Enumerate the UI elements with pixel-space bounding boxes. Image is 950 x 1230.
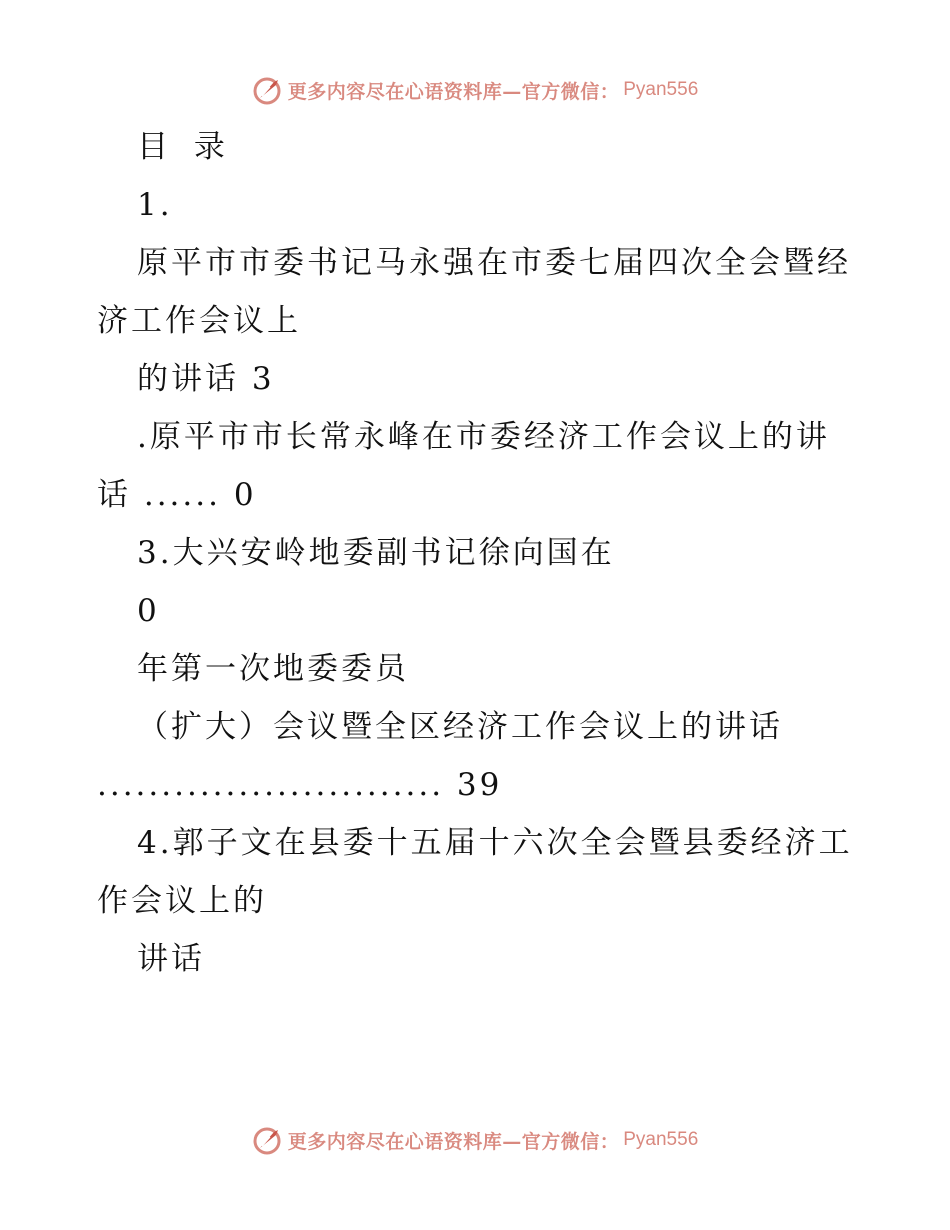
quill-logo-icon <box>252 1124 284 1156</box>
toc-line: 1. <box>137 187 173 223</box>
quill-logo-icon <box>252 74 284 106</box>
toc-line: 济工作会议上 <box>97 303 301 339</box>
toc-line: 作会议上的 <box>97 883 267 919</box>
toc-title: 目 录 <box>137 129 233 165</box>
watermark-text: 更多内容尽在心语资料库—官方微信： <box>287 1130 620 1153</box>
toc-line: 话 ...... 0 <box>97 477 257 513</box>
table-of-contents <box>97 118 857 988</box>
watermark-text: 更多内容尽在心语资料库—官方微信： <box>287 80 620 103</box>
toc-line: 原平市市委书记马永强在市委七届四次全会暨经 <box>137 245 851 281</box>
toc-line: .原平市市长常永峰在市委经济工作会议上的讲 <box>137 419 830 455</box>
toc-line: ........................... 39 <box>97 767 503 803</box>
toc-line: 讲话 <box>137 941 205 977</box>
toc-line: （扩大）会议暨全区经济工作会议上的讲话 <box>137 709 783 745</box>
toc-line: 3.大兴安岭地委副书记徐向国在 <box>137 535 615 571</box>
watermark-wechat-id: Pyan556 <box>623 1129 699 1150</box>
toc-line: 4.郭子文在县委十五届十六次全会暨县委经济工 <box>137 825 853 861</box>
toc-line: 0 <box>137 593 160 629</box>
toc-line: 年第一次地委委员 <box>137 651 409 687</box>
footer-watermark <box>0 1120 950 1160</box>
header-watermark <box>0 70 950 110</box>
toc-line: 的讲话 3 <box>137 361 275 397</box>
watermark-wechat-id: Pyan556 <box>623 79 699 100</box>
